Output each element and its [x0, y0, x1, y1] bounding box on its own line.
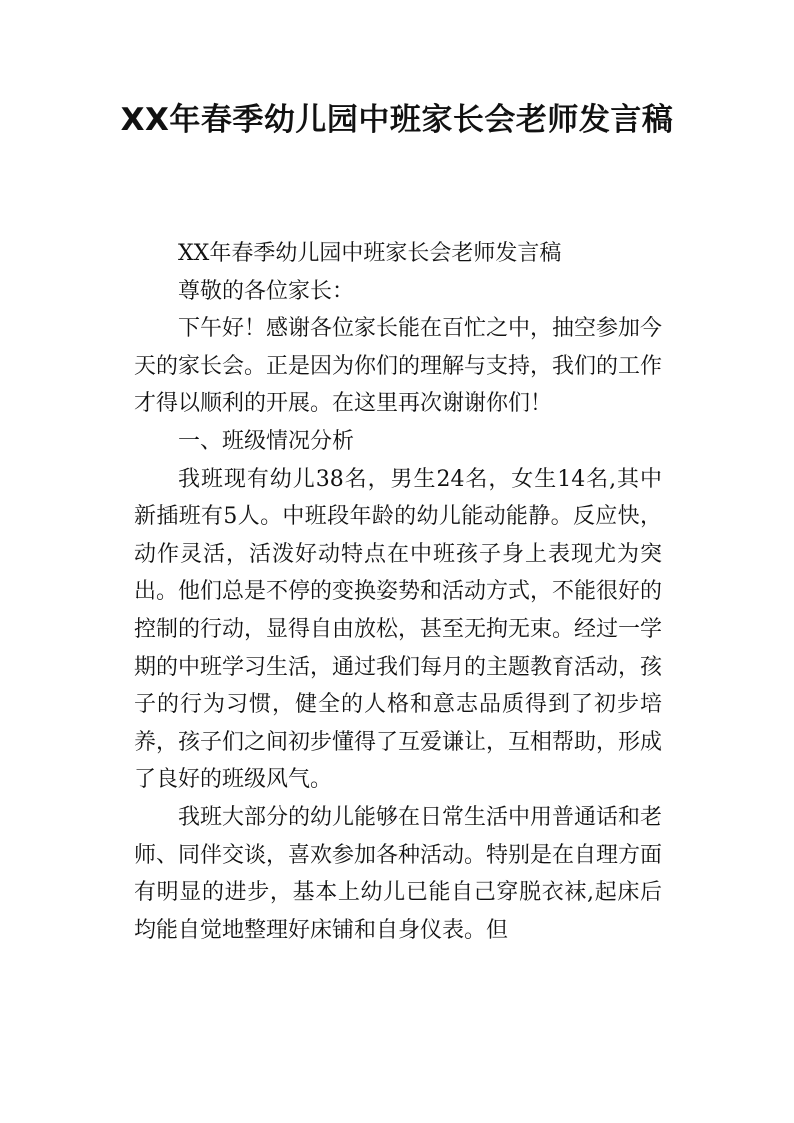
paragraph-salutation: 尊敬的各位家长：: [178, 278, 355, 304]
paragraph-class-overview: 我班现有幼儿38名，男生24名，女生14名,其中新插班有5人。中班段年龄的幼儿能动能静。反应快，动作灵活，活泼好动特点在中班孩子身上表现尤为突出。他们总是不停的变换姿势和活动方式，不能很好的控制的行动，显得自由放松，甚至无拘无束。经过一学期的中班学习生活，通过我们每月的主题教育活动，孩子的行为习惯，健全的人格和意志品质得到了初步培养，孩子们之间初步懂得了互爱谦让，互相帮助，形成了良好的班级风气。: [134, 466, 663, 793]
section-heading-class-analysis: 一、班级情况分析: [178, 428, 355, 454]
document-title: XX年春季幼儿园中班家长会老师发言稿: [120, 102, 674, 138]
paragraph-daily-life: 我班大部分的幼儿能够在日常生活中用普通话和老师、同伴交谈，喜欢参加各种活动。特别是在自理方面有明显的进步，基本上幼儿已能自己穿脱衣袜,起床后均能自觉地整理好床铺和自身仪表。但: [134, 804, 663, 943]
document-body: [134, 235, 662, 949]
paragraph-greeting: 下午好！感谢各位家长能在百忙之中，抽空参加今天的家长会。正是因为你们的理解与支持，我们的工作才得以顺利的开展。在这里再次谢谢你们！: [134, 316, 663, 417]
paragraph-heading-repeat: XX年春季幼儿园中班家长会老师发言稿: [178, 241, 562, 266]
